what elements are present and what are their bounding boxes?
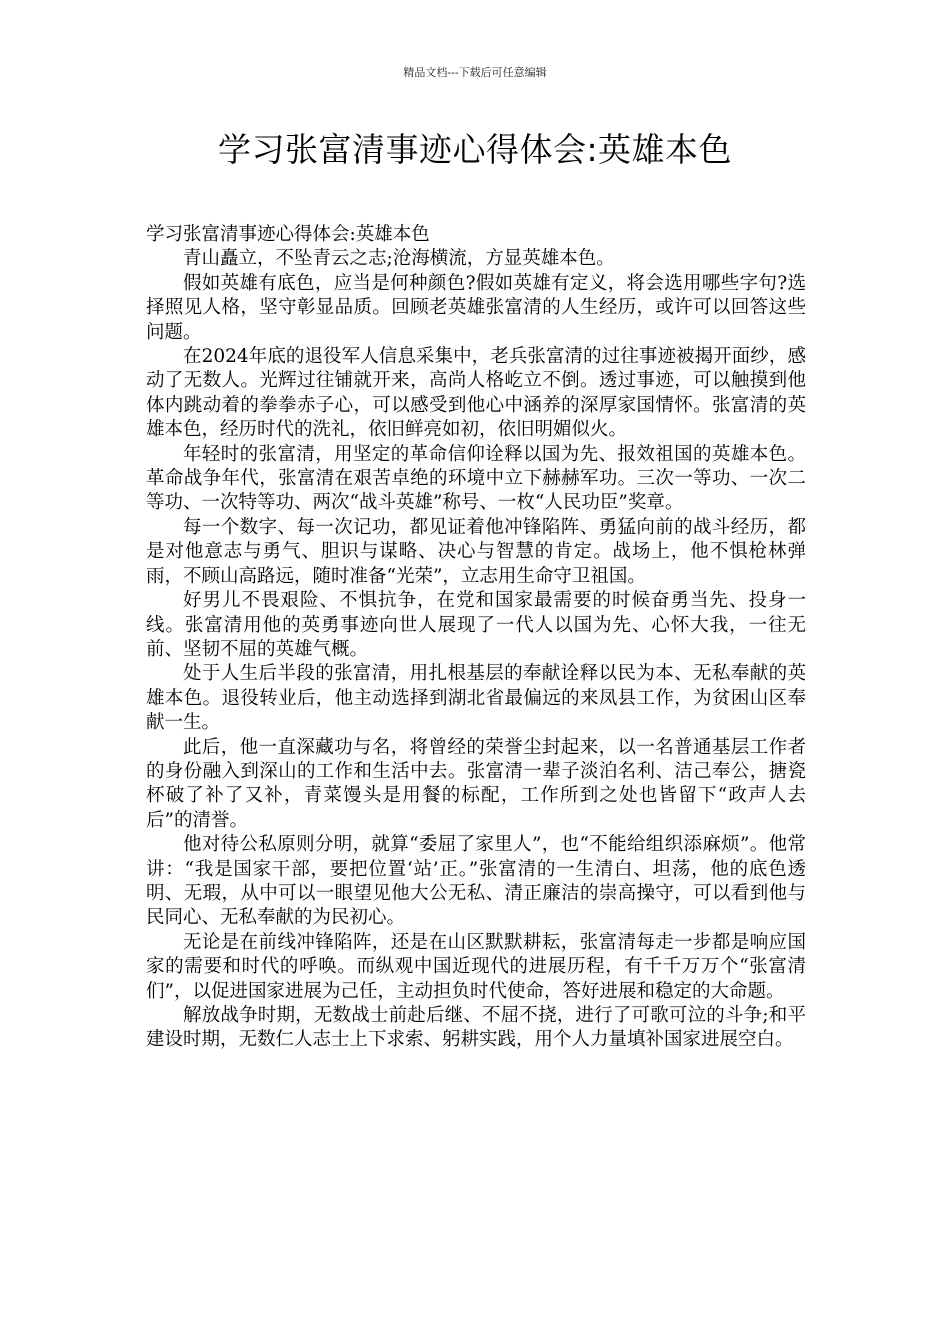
paragraph: 无论是在前线冲锋陷阵，还是在山区默默耕耘，张富清每走一步都是响应国家的需要和时代的呼唤。而纵观中国近现代的进展历程，有千千万万个“张富清们”，以促进国家进展为己任，主动担负时代使命，答好进展和稳定的大命题。 (146, 931, 806, 1002)
paragraph: 假如英雄有底色，应当是何种颜色?假如英雄有定义，将会选用哪些字句?选择照见人格，坚守彰显品质。回顾老英雄张富清的人生经历，或许可以回答这些问题。 (146, 272, 806, 343)
paragraph: 他对待公私原则分明，就算“委屈了家里人”，也“不能给组织添麻烦”。他常讲：“我是国家干部，要把位置‘站’正。”张富清的一生清白、坦荡，他的底色透明、无瑕，从中可以一眼望见他大公无私、清正廉洁的崇高操守，可以看到他与民同心、无私奉献的为民初心。 (146, 834, 806, 929)
subtitle-line: 学习张富清事迹心得体会:英雄本色 (146, 224, 430, 245)
paragraph: 青山矗立，不坠青云之志;沧海横流，方显英雄本色。 (183, 248, 615, 270)
paragraph: 好男儿不畏艰险、不惧抗争，在党和国家最需要的时候奋勇当先、投身一线。张富清用他的英勇事迹向世人展现了一代人以国为先、心怀大我，一往无前、坚韧不屈的英雄气概。 (146, 590, 806, 660)
paragraph: 年轻时的张富清，用坚定的革命信仰诠释以国为先、报效祖国的英雄本色。革命战争年代，张富清在艰苦卓绝的环境中立下赫赫军功。三次一等功、一次二等功、一次特等功、两次“战斗英雄”称号、一枚“人民功臣”奖章。 (146, 443, 806, 514)
page-title: 学习张富清事迹心得体会:英雄本色 (217, 130, 733, 169)
paragraph: 在2024年底的退役军人信息采集中，老兵张富清的过往事迹被揭开面纱，感动了无数人。光辉过往铺就开来，高尚人格屹立不倒。透过事迹，可以触摸到他体内跳动着的拳拳赤子心，可以感受到他心中涵养的深厚家国情怀。张富清的英雄本色，经历时代的洗礼，依旧鲜亮如初，依旧明媚似火。 (146, 346, 806, 441)
header-note: 精品文档---下载后可任意编辑 (403, 66, 547, 79)
paragraph: 解放战争时期，无数战士前赴后继、不屈不挠，进行了可歌可泣的斗争;和平建设时期，无数仁人志士上下求索、躬耕实践，用个人力量填补国家进展空白。 (146, 1005, 806, 1051)
paragraph: 每一个数字、每一次记功，都见证着他冲锋陷阵、勇猛向前的战斗经历，都是对他意志与勇气、胆识与谋略、决心与智慧的肯定。战场上，他不惧枪林弹雨，不顾山高路远，随时准备“光荣”，立志用生命守卫祖国。 (146, 516, 806, 587)
paragraph: 此后，他一直深藏功与名，将曾经的荣誉尘封起来，以一名普通基层工作者的身份融入到深山的工作和生活中去。张富清一辈子淡泊名利、洁己奉公，搪瓷杯破了补了又补，青菜馒头是用餐的标配，工作所到之处也皆留下“政声人去后”的清誉。 (146, 736, 806, 831)
document-body (146, 223, 806, 1053)
paragraph: 处于人生后半段的张富清，用扎根基层的奉献诠释以民为本、无私奉献的英雄本色。退役转业后，他主动选择到湖北省最偏远的来凤县工作，为贫困山区奉献一生。 (146, 663, 806, 734)
